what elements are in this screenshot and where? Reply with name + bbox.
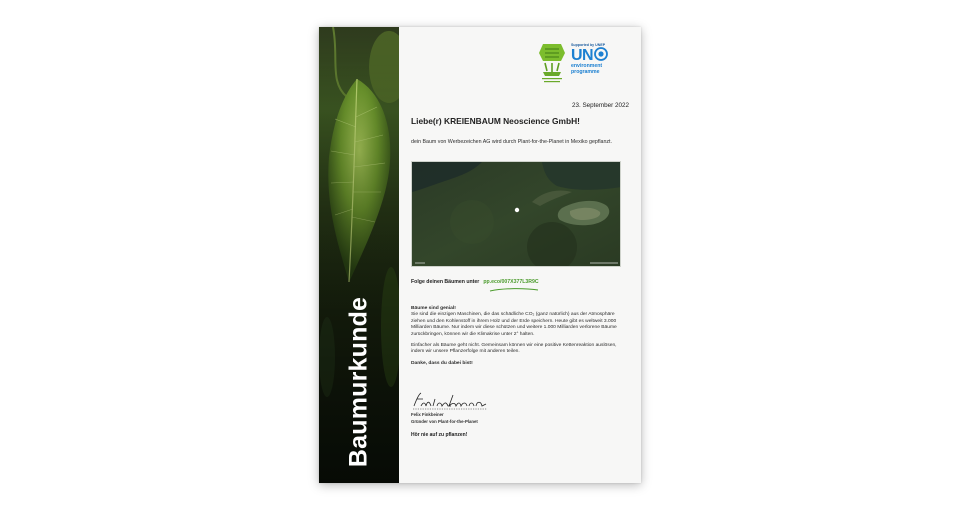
certificate-date: 23. September 2022 — [571, 102, 629, 109]
link-underline-swoosh — [489, 287, 539, 293]
paragraph-3: Danke, dass du dabei bist! — [411, 360, 473, 366]
tree-location-marker[interactable] — [515, 208, 519, 212]
paragraph-2: Einfacher als Bäume geht nicht. Gemeinsam können wir eine positive Kettenreaktion auslösen, indem wir unsere Pflanzerfolge mit anderen teilen. — [411, 343, 617, 355]
unep-word-text: UN — [571, 47, 594, 64]
plant-for-the-planet-logo-icon — [537, 41, 567, 85]
unep-logo — [571, 43, 629, 75]
unep-line-environment: environment — [571, 63, 603, 69]
follow-line — [411, 279, 539, 285]
follow-link[interactable]: pp.eco/007X377L3R9C — [483, 279, 539, 285]
paragraph-1-title: Bäume sind genial! — [411, 306, 456, 311]
unep-wordmark — [571, 47, 629, 64]
closing-line: Hör nie auf zu pflanzen! — [411, 432, 468, 438]
handwritten-signature — [411, 390, 489, 412]
certificate-content — [411, 27, 629, 483]
certificate-page — [319, 27, 641, 483]
greeting: Liebe(r) KREIENBAUM Neoscience GmbH! — [411, 116, 580, 126]
leaf-photo-panel — [319, 27, 399, 483]
vertical-title: Baumurkunde — [344, 296, 373, 468]
un-globe-icon — [594, 47, 608, 61]
unep-supported-text: Supported by UNEP — [571, 43, 606, 47]
signer-block — [411, 412, 478, 425]
body-text — [411, 306, 623, 372]
intro-text: dein Baum von Werbezeichen AG wird durch Plant-for-the-Planet in Mexiko gepflanzt. — [411, 139, 612, 145]
logo-row — [509, 41, 629, 91]
paragraph-1 — [411, 306, 623, 338]
satellite-map[interactable] — [411, 161, 621, 267]
follow-text: Folge deinen Bäumen unter — [411, 279, 480, 285]
satellite-map-image — [412, 162, 621, 267]
signer-name: Felix Finkbeiner — [411, 412, 444, 417]
signer-role: Gründer von Plant-for-the-Planet — [411, 418, 478, 424]
unep-line-programme: programme — [571, 68, 600, 75]
paragraph-1-text: Sie sind die einzigen Maschinen, die das schädliche CO₂ (ganz natürlich) aus der Atmosphäre ziehen und den Kohlenstoff in ihrem Holz und der Erde speichern. Heute gibt es weltweit 3.000 Milliarden Bäume. Nur indem wir diese schützen und weitere 1.000 Milliarden verlorene Bäume zurückbringen, können wir die Klimakrise unter 2° halten. — [411, 312, 617, 337]
